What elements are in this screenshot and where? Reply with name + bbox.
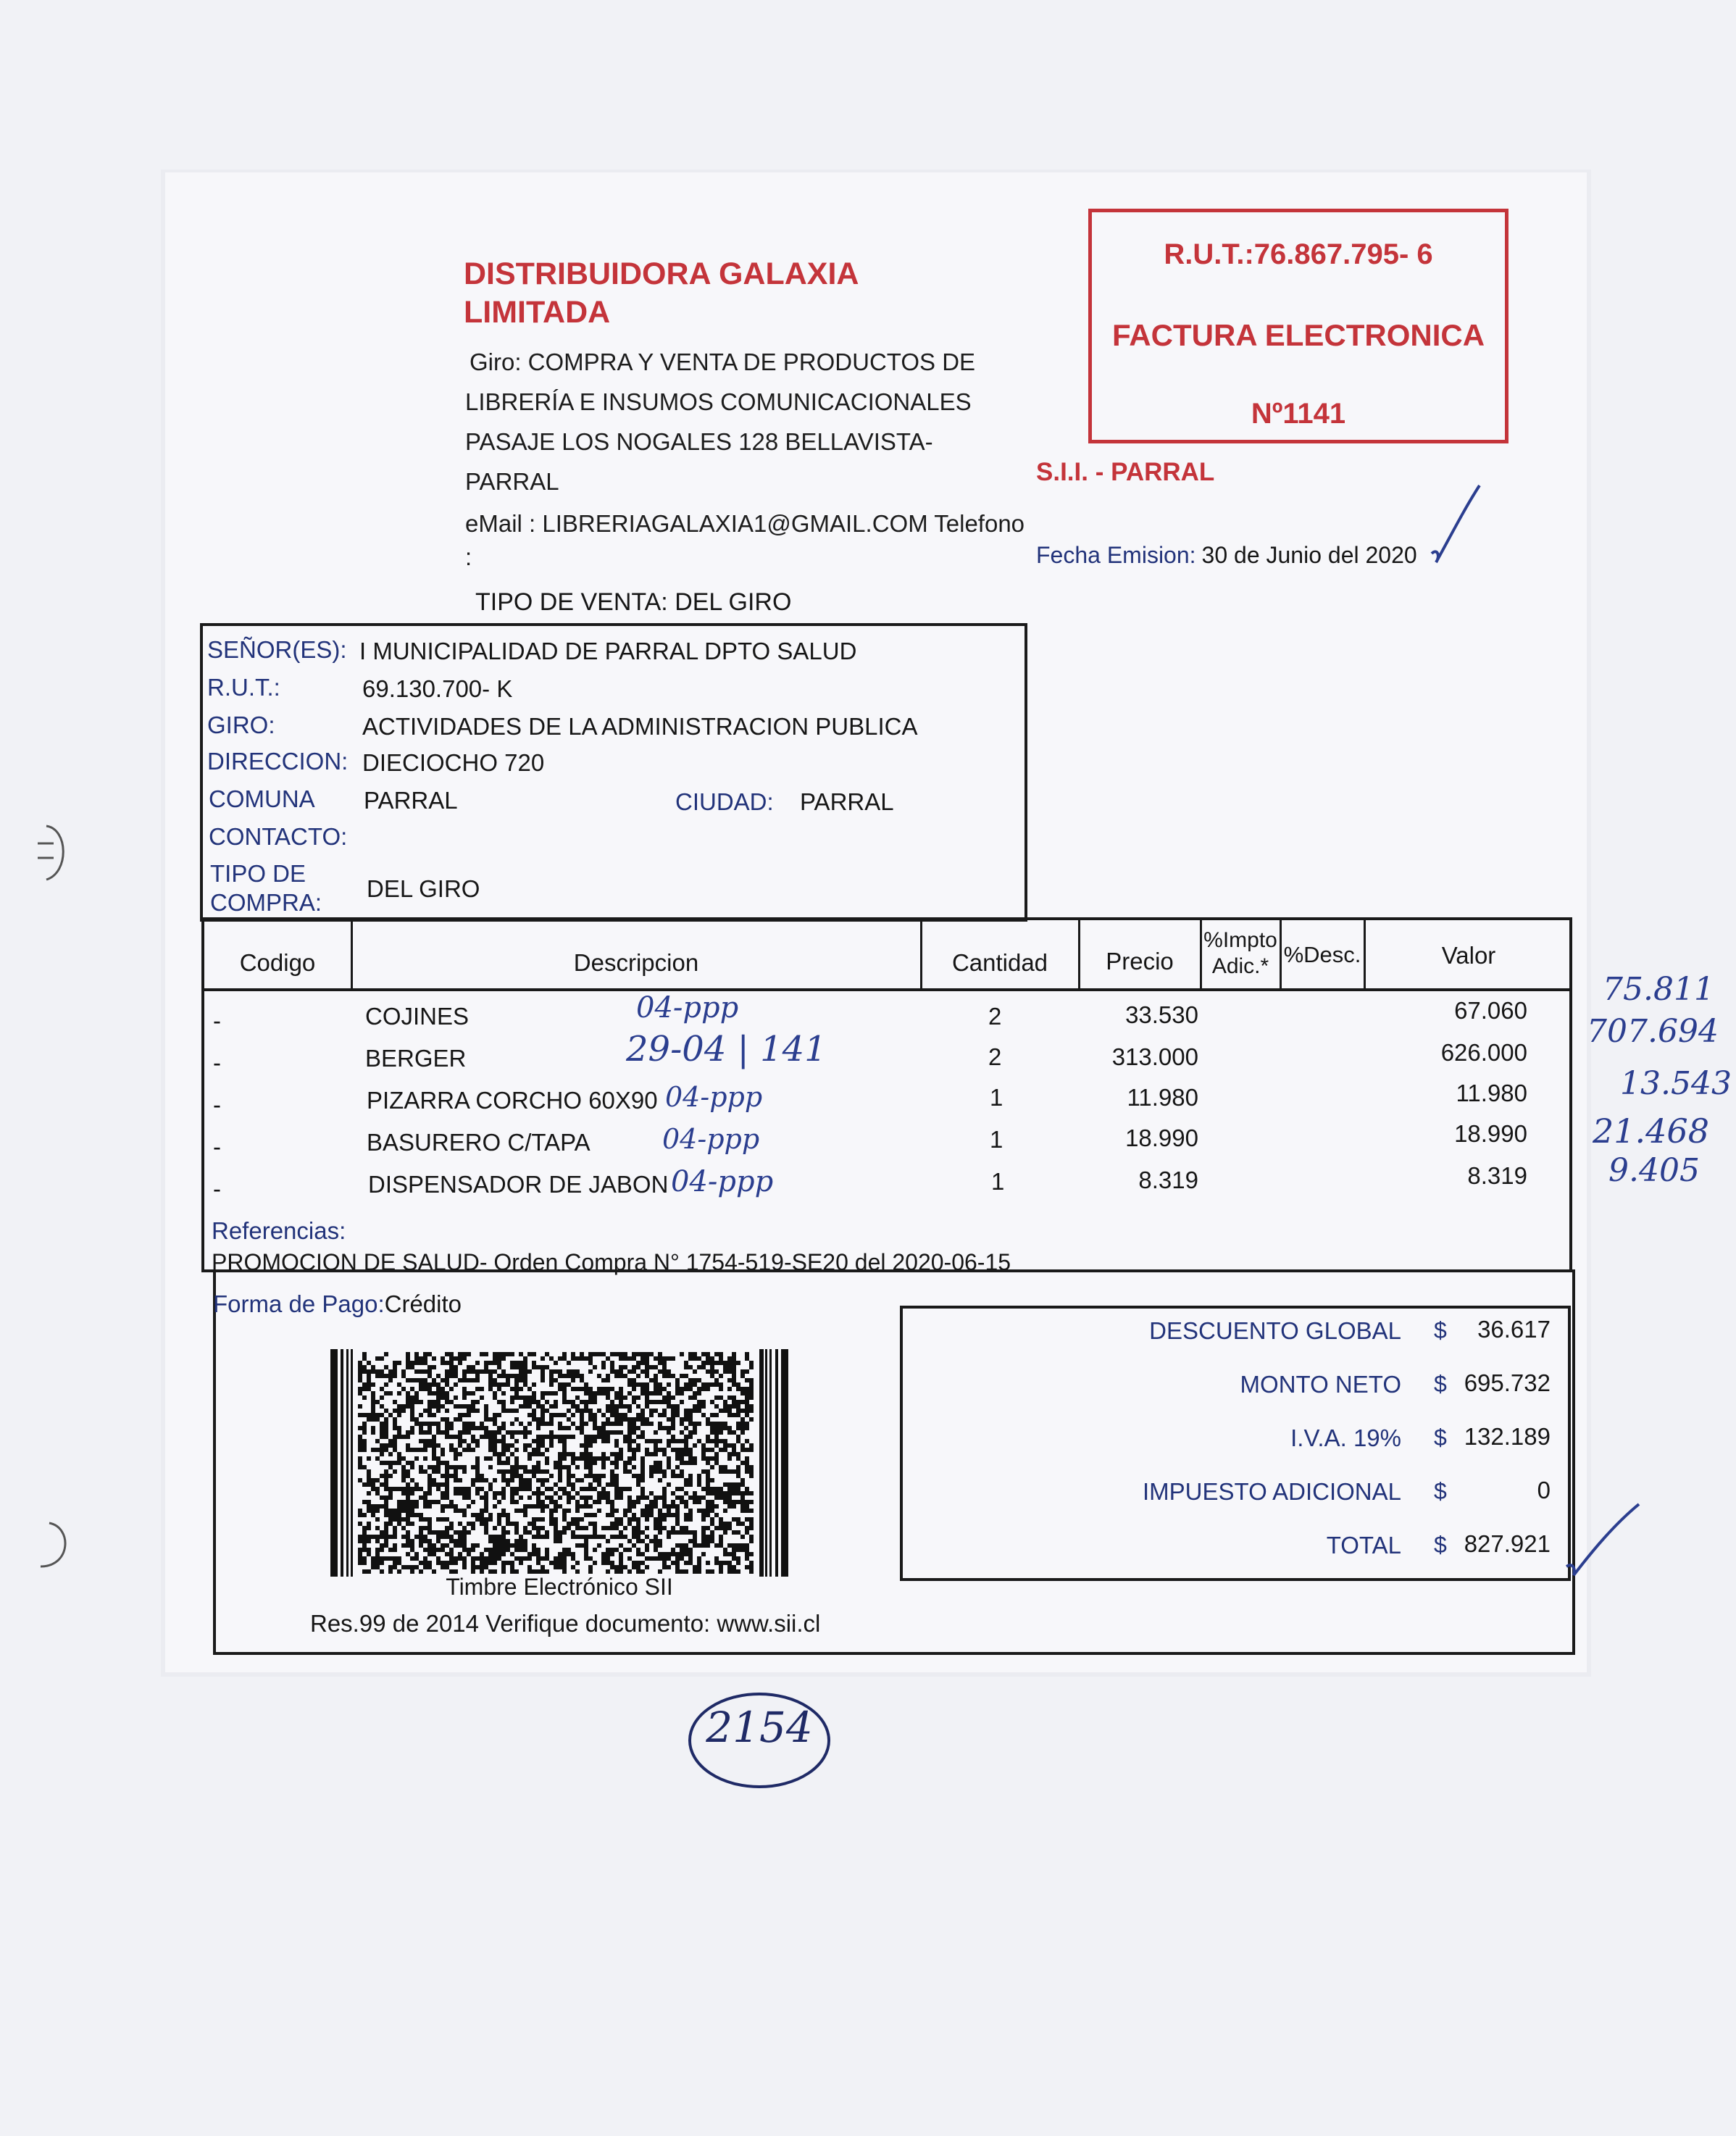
row-5-codigo: - [213, 1175, 221, 1202]
check-mark-date [1427, 481, 1485, 568]
total-row-2-currency: $ [1434, 1371, 1447, 1397]
total-row-4-value: 0 [1537, 1477, 1551, 1503]
electronic-stamp-barcode [330, 1349, 788, 1577]
issuer-name-line2: LIMITADA [464, 295, 611, 330]
row-3-cantidad: 1 [990, 1084, 1003, 1111]
row-2-valor: 626.000 [1440, 1039, 1527, 1066]
issuer-giro-line1: Giro: COMPRA Y VENTA DE PRODUCTOS DE [470, 349, 976, 375]
punch-hole-bottom [26, 1519, 77, 1577]
header-impto [1201, 927, 1280, 980]
row-5-cantidad: 1 [991, 1168, 1005, 1195]
row-2-note: 29-04 | 141 [626, 1029, 827, 1069]
header-valor: Valor [1441, 942, 1496, 969]
customer-comuna-label: COMUNA [209, 785, 315, 812]
row-3-valor: 11.980 [1456, 1080, 1527, 1106]
customer-giro-label: GIRO: [207, 712, 275, 738]
row-4-note: 04-ppp [662, 1123, 760, 1155]
customer-direccion-label: DIRECCION: [207, 748, 349, 775]
row-1-note: 04-ppp [636, 991, 739, 1025]
row-4-codigo: - [213, 1133, 221, 1160]
row-2-precio: 313.000 [1111, 1043, 1198, 1070]
header-cantidad: Cantidad [951, 949, 1048, 976]
issuer-details [465, 342, 1030, 568]
customer-tipo-compra-label-1: TIPO DE [210, 860, 306, 887]
margin-number-4: 21.468 [1593, 1111, 1709, 1151]
customer-direccion: DIECIOCHO 720 [362, 749, 545, 776]
issuer-rut: R.U.T.:76.867.795- 6 [1164, 238, 1433, 270]
emission-date [1036, 542, 1417, 569]
total-row-2-label: MONTO NETO [1240, 1371, 1401, 1398]
issuer-address-line2: PARRAL [465, 468, 559, 495]
row-4-descripcion: BASURERO C/TAPA [367, 1129, 591, 1156]
total-row-1-currency: $ [1434, 1317, 1447, 1343]
header-desc: %Desc. [1283, 942, 1361, 967]
row-5-note: 04-ppp [671, 1165, 774, 1198]
customer-ciudad: PARRAL [800, 788, 894, 815]
document-number: Nº1141 [1251, 398, 1346, 430]
references-text: PROMOCION DE SALUD- Orden Compra N° 1754-519-SE20 del 2020-06-15 [212, 1249, 1011, 1275]
row-5-valor: 8.319 [1467, 1162, 1527, 1189]
total-row-3-currency: $ [1434, 1424, 1447, 1451]
row-4-valor: 18.990 [1454, 1120, 1527, 1147]
row-4-cantidad: 1 [990, 1126, 1003, 1153]
total-row-2-value: 695.732 [1464, 1369, 1551, 1396]
row-1-precio: 33.530 [1125, 1001, 1198, 1028]
row-2-cantidad: 2 [988, 1043, 1002, 1070]
total-row-4-label: IMPUESTO ADICIONAL [1143, 1478, 1401, 1505]
payment-value: Crédito [384, 1290, 462, 1317]
total-row-5-value: 827.921 [1464, 1530, 1551, 1557]
customer-contacto-label: CONTACTO: [209, 823, 348, 850]
row-5-descripcion: DISPENSADOR DE JABON [368, 1171, 669, 1198]
total-row-3-value: 132.189 [1464, 1423, 1551, 1450]
margin-number-5: 9.405 [1608, 1152, 1700, 1189]
payment-label: Forma de Pago: [213, 1290, 385, 1317]
row-2-descripcion: BERGER [365, 1045, 467, 1072]
check-mark-total [1564, 1500, 1643, 1580]
total-row-5-label: TOTAL [1326, 1532, 1401, 1559]
total-row-4-currency: $ [1434, 1478, 1447, 1504]
customer-tipo-compra: DEL GIRO [367, 875, 480, 902]
margin-number-1: 75.811 [1603, 971, 1714, 1008]
row-1-codigo: - [213, 1007, 221, 1034]
customer-box [200, 623, 1027, 922]
header-impto-line1: %Impto [1203, 928, 1277, 952]
emission-value: 30 de Junio del 2020 [1201, 542, 1417, 568]
total-row-5-currency: $ [1434, 1532, 1447, 1558]
issuer-giro-line2: LIBRERÍA E INSUMOS COMUNICACIONALES [465, 388, 972, 415]
customer-tipo-compra-label-2: COMPRA: [210, 889, 322, 916]
row-4-precio: 18.990 [1125, 1125, 1198, 1151]
row-3-descripcion: PIZARRA CORCHO 60X90 [367, 1087, 658, 1114]
row-3-codigo: - [213, 1091, 221, 1118]
total-row-1-value: 36.617 [1477, 1316, 1551, 1343]
row-1-valor: 67.060 [1454, 997, 1527, 1024]
folio-number: 2154 [706, 1703, 813, 1752]
document-id-box [1088, 209, 1508, 443]
header-codigo: Codigo [239, 949, 316, 976]
margin-number-3: 13.543 [1620, 1065, 1732, 1102]
total-row-3-label: I.V.A. 19% [1290, 1424, 1401, 1451]
customer-ciudad-label: CIUDAD: [675, 788, 774, 815]
customer-rut-label: R.U.T.: [207, 674, 280, 701]
document-type: FACTURA ELECTRONICA [1111, 318, 1485, 352]
row-2-codigo: - [213, 1049, 221, 1076]
issuer-address-line1: PASAJE LOS NOGALES 128 BELLAVISTA- [465, 428, 933, 455]
sale-type: TIPO DE VENTA: DEL GIRO [475, 588, 792, 616]
margin-number-2: 707.694 [1587, 1013, 1719, 1050]
customer-senor-label: SEÑOR(ES): [207, 636, 347, 663]
customer-giro: ACTIVIDADES DE LA ADMINISTRACION PUBLICA [362, 713, 918, 740]
sii-office: S.I.I. - PARRAL [1036, 458, 1215, 486]
header-descripcion: Descripcion [573, 949, 699, 976]
row-3-note: 04-ppp [665, 1081, 763, 1113]
customer-senor: I MUNICIPALIDAD DE PARRAL DPTO SALUD [359, 638, 857, 664]
row-3-precio: 11.980 [1127, 1084, 1198, 1111]
payment-terms [213, 1290, 462, 1318]
references-label: Referencias: [212, 1217, 346, 1244]
items-table [201, 917, 1572, 1275]
totals-box [900, 1306, 1571, 1581]
customer-comuna: PARRAL [364, 787, 458, 814]
header-impto-line2: Adic.* [1211, 954, 1269, 978]
punch-hole-top [25, 822, 75, 887]
emission-label: Fecha Emision: [1036, 542, 1196, 568]
row-1-descripcion: COJINES [365, 1003, 470, 1030]
issuer-email: eMail : LIBRERIAGALAXIA1@GMAIL.COM Telefono [465, 510, 1025, 537]
stamp-resolution: Res.99 de 2014 Verifique documento: www.sii.cl [310, 1610, 821, 1637]
total-row-1-label: DESCUENTO GLOBAL [1149, 1317, 1401, 1344]
row-1-cantidad: 2 [988, 1003, 1002, 1030]
issuer-name [464, 255, 1014, 332]
stamp-caption: Timbre Electrónico SII [446, 1574, 673, 1600]
header-precio: Precio [1106, 948, 1174, 975]
customer-rut: 69.130.700- K [362, 675, 513, 702]
issuer-phone: : [465, 543, 472, 570]
issuer-name-line1: DISTRIBUIDORA GALAXIA [464, 256, 859, 291]
row-5-precio: 8.319 [1138, 1167, 1198, 1193]
